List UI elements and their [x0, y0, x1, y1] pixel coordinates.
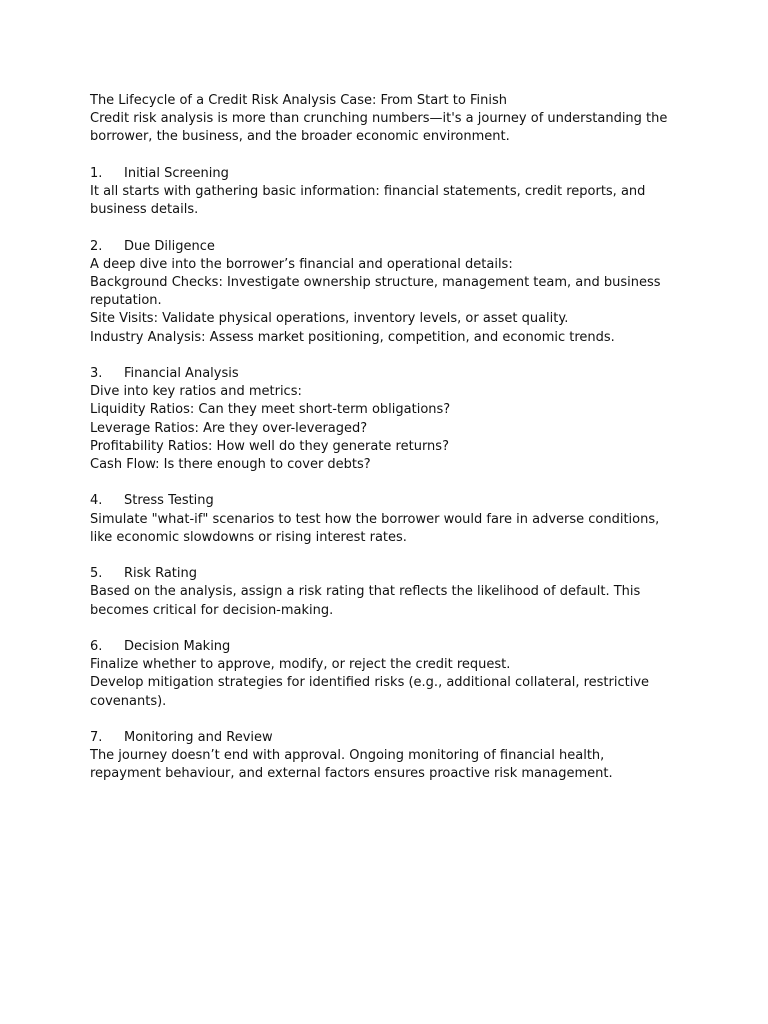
section-title: Stress Testing: [124, 493, 214, 509]
paragraph-spacer: [90, 147, 690, 165]
paragraph-spacer: [90, 347, 690, 365]
section-line: Finalize whether to approve, modify, or reject the credit request.: [90, 657, 511, 673]
section-heading: [90, 365, 690, 383]
section-financial-analysis: [90, 365, 690, 474]
section-title: Financial Analysis: [124, 366, 239, 381]
section-heading: [90, 165, 690, 183]
section-line: Site Visits: Validate physical operations, inventory levels, or asset quality.: [90, 311, 569, 327]
section-number: 4.: [90, 493, 103, 509]
section-line: Cash Flow: Is there enough to cover debts?: [90, 457, 371, 473]
section-number: 6.: [90, 639, 103, 654]
section-line: like economic slowdowns or rising interest rates.: [90, 529, 407, 545]
section-number: 1.: [90, 165, 103, 181]
section-line: becomes critical for decision-making.: [90, 602, 334, 618]
section-due-diligence: [90, 238, 690, 347]
section-line: Dive into key ratios and metrics:: [90, 384, 302, 400]
section-line: Industry Analysis: Assess market positioning, competition, and economic trends.: [90, 329, 615, 345]
paragraph-spacer: [90, 219, 690, 237]
section-title: Decision Making: [124, 639, 231, 654]
section-number: 5.: [90, 566, 103, 582]
section-line: Background Checks: Investigate ownership structure, management team, and business: [90, 275, 661, 290]
section-title: Risk Rating: [124, 566, 197, 582]
section-line: Develop mitigation strategies for identified risks (e.g., additional collateral, restrictive: [90, 675, 650, 691]
section-line: reputation.: [90, 293, 162, 309]
section-heading: [90, 565, 690, 583]
section-line: business details.: [90, 202, 199, 218]
section-title: Due Diligence: [124, 238, 215, 254]
section-heading: [90, 238, 690, 256]
section-line: It all starts with gathering basic information: financial statements, credit reports, and: [90, 184, 646, 199]
section-risk-rating: [90, 565, 690, 620]
document-title: The Lifecycle of a Credit Risk Analysis Case: From Start to Finish: [90, 93, 507, 108]
section-line: Profitability Ratios: How well do they generate returns?: [90, 438, 449, 454]
document-page: [90, 92, 690, 784]
section-stress-testing: [90, 492, 690, 547]
section-title: Monitoring and Review: [124, 730, 273, 745]
section-line: Leverage Ratios: Are they over-leveraged?: [90, 420, 368, 436]
section-monitoring-and-review: [90, 729, 690, 784]
intro-line: borrower, the business, and the broader economic environment.: [90, 129, 510, 145]
section-line: Liquidity Ratios: Can they meet short-term obligations?: [90, 402, 451, 418]
section-line: Based on the analysis, assign a risk rating that reflects the likelihood of default. This: [90, 584, 641, 600]
section-line: repayment behaviour, and external factors ensures proactive risk management.: [90, 766, 613, 782]
section-title: Initial Screening: [124, 165, 229, 181]
section-line: The journey doesn’t end with approval. Ongoing monitoring of financial health,: [90, 748, 605, 764]
section-number: 3.: [90, 366, 103, 381]
section-decision-making: [90, 638, 690, 711]
paragraph-spacer: [90, 711, 690, 729]
section-line: A deep dive into the borrower’s financial and operational details:: [90, 256, 513, 272]
paragraph-spacer: [90, 474, 690, 492]
section-line: covenants).: [90, 693, 167, 709]
section-heading: [90, 492, 690, 510]
section-heading: [90, 729, 690, 747]
intro-line: Credit risk analysis is more than crunching numbers—it's a journey of understanding the: [90, 111, 668, 127]
paragraph-spacer: [90, 620, 690, 638]
paragraph-spacer: [90, 547, 690, 565]
section-number: 7.: [90, 730, 103, 745]
section-number: 2.: [90, 238, 103, 254]
section-line: Simulate "what-if" scenarios to test how the borrower would fare in adverse conditions,: [90, 511, 660, 527]
section-initial-screening: [90, 165, 690, 220]
section-heading: [90, 638, 690, 656]
